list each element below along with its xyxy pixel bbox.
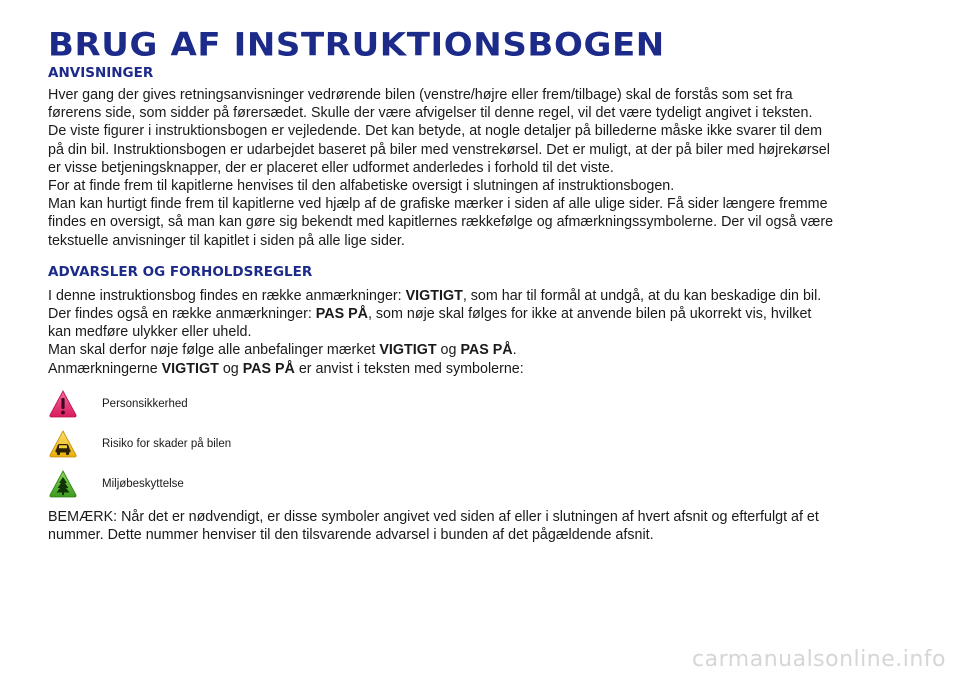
exclamation-warning-icon: [48, 389, 78, 419]
symbol-label: Risiko for skader på bilen: [102, 437, 232, 450]
paragraph: Der findes også en række anmærkninger: PAS PÅ, som nøje skal følges for ikke at anvende bilen på ukorrekt vis, hvilket kan medføre ulykker eller uheld.: [48, 306, 812, 341]
paragraph: De viste figurer i instruktionsbogen er vejledende. Det kan betyde, at nogle detaljer på billederne måske ikke svarer til dem på din bil. Instruktionsbogen er udarbejdet baseret på biler med venstrekørsel. Det er muligt, at der på biler med højrekørsel er visse betjeningsknapper, der er placeret eller udformet anderledes i forhold til det viste.: [48, 123, 830, 176]
paragraph: Hver gang der gives retningsanvisninger vedrørende bilen (venstre/højre eller frem/tilbage) skal de forstås som set fra førerens side, som sidder på førersædet. Skulle der være afvigelser til denne regel, vil det være tydeligt angivet i teksten.: [48, 87, 813, 122]
paragraph: Man kan hurtigt finde frem til kapitlerne ved hjælp af de grafiske mærker i siden af alle ulige sider. Få sider længere fremme findes en oversigt, så man kan gøre sig bekendt med kapitlernes rækkefølge og afmærkningssymbolerne. Der vil også være tekstuelle anvisninger til kapitlet i siden på alle lige sider.: [48, 196, 834, 249]
car-damage-icon: [48, 429, 78, 459]
symbol-row-car-damage: [48, 424, 838, 464]
tree-environment-icon: [48, 469, 78, 499]
paragraph: For at finde frem til kapitlerne henvises til den alfabetiske oversigt i slutningen af instruktionsbogen.: [48, 178, 675, 195]
watermark: carmanualsonline.info: [692, 647, 946, 672]
section-body-anvisninger: [48, 86, 838, 250]
section-heading-anvisninger: ANVISNINGER: [48, 65, 154, 81]
paragraph: I denne instruktionsbog findes en række anmærkninger: VIGTIGT, som har til formål at undgå, at du kan beskadige din bil.: [48, 287, 822, 304]
note-paragraph: BEMÆRK: Når det er nødvendigt, er disse symboler angivet ved siden af eller i slutningen af hvert afsnit og efterfulgt af et nummer. Dette nummer henviser til den tilsvarende advarsel i bunden af det pågældende afsnit.: [48, 508, 819, 544]
page-title: BRUG AF INSTRUKTIONSBOGEN: [48, 26, 665, 65]
section-body-advarsler: [48, 287, 838, 378]
section-heading-advarsler: ADVARSLER OG FORHOLDSREGLER: [48, 263, 313, 280]
symbol-label: Personsikkerhed: [102, 397, 188, 410]
symbol-label: Miljøbeskyttelse: [102, 477, 184, 490]
symbol-row-environment: [48, 464, 838, 504]
paragraph: Man skal derfor nøje følge alle anbefalinger mærket VIGTIGT og PAS PÅ.: [48, 342, 517, 359]
paragraph: Anmærkningerne VIGTIGT og PAS PÅ er anvist i teksten med symbolerne:: [48, 360, 524, 377]
page-content: [48, 28, 838, 544]
symbol-row-personal-safety: [48, 384, 838, 424]
symbol-list: [48, 384, 838, 504]
